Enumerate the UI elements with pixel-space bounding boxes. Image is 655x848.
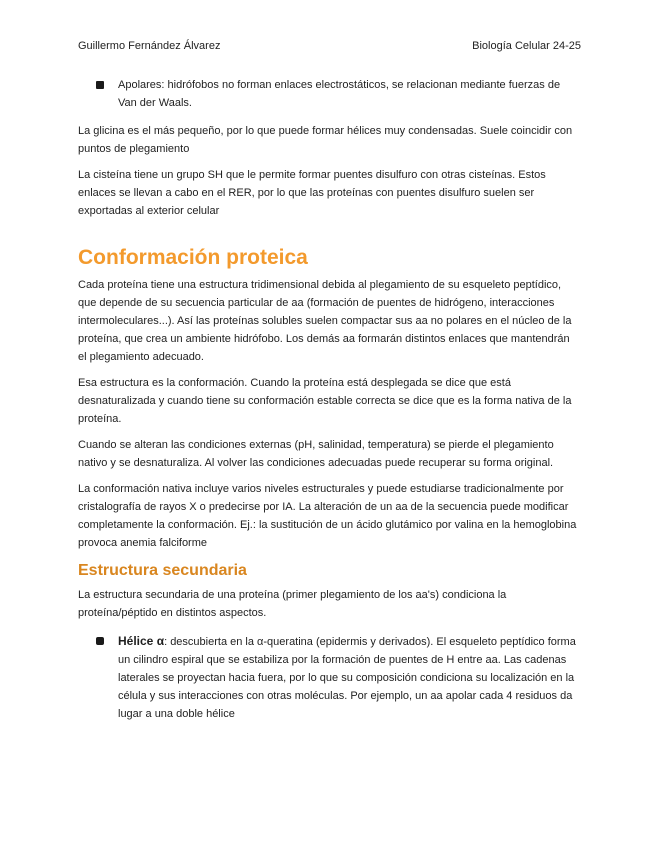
paragraph-conformacion-2: Esa estructura es la conformación. Cuando la proteína está desplegada se dice que está desnaturalizada y cuando tiene su conformación estable correcta se dice que es la forma nativa de la proteína. <box>78 377 572 425</box>
heading-conformacion: Conformación proteica <box>78 246 308 269</box>
square-bullet-icon <box>96 637 104 645</box>
helice-description: : descubierta en la α-queratina (epidermis y derivados). El esqueleto peptídico forma un cilindro espiral que se estabiliza por la formación de puentes de H entre aa. Las cadenas laterales se proyectan hacia fuera, por lo que su composición condiciona su localización en la célula y sus interacciones con otras moléculas. Por ejemplo, un aa apolar cada 4 residuos da lugar a una doble hélice <box>118 636 576 720</box>
term-helice-alfa: Hélice α <box>118 634 165 648</box>
header-course: Biología Celular 24-25 <box>472 40 581 52</box>
list-item-helice <box>96 632 581 723</box>
paragraph-conformacion-4: La conformación nativa incluye varios niveles estructurales y puede estudiarse tradicionalmente por cristalografía de rayos X o predecirse por IA. La alteración de un aa de la secuencia puede modificar completamente la conformación. Ej.: la sustitución de un ácido glutámico por valina en la hemoglobina provoca anemia falciforme <box>78 483 577 549</box>
header-author: Guillermo Fernández Álvarez <box>78 40 221 52</box>
paragraph-glicina: La glicina es el más pequeño, por lo que puede formar hélices muy condensadas. Suele coincidir con puntos de plegamiento <box>78 125 573 155</box>
list-item-text: Apolares: hidrófobos no forman enlaces electrostáticos, se relacionan mediante fuerzas de Van der Waals. <box>118 79 561 109</box>
paragraph-cisteina: La cisteína tiene un grupo SH que le permite formar puentes disulfuro con otras cisteínas. Estos enlaces se llevan a cabo en el RER, por lo que las proteínas con puentes disulfuro suelen ser exportadas al exterior celular <box>78 169 546 217</box>
list-item-text <box>118 632 581 723</box>
page-content <box>78 76 581 733</box>
paragraph-conformacion-1: Cada proteína tiene una estructura tridimensional debida al plegamiento de su esqueleto peptídico, que depende de su secuencia particular de aa (formación de puentes de hidrógeno, interacciones intermoleculares...). Así las proteínas solubles suelen compactar sus aa no polares en el núcleo de la proteína, que crea un ambiente hidrófobo. Los demás aa formarán distintos enlaces que mantendrán el plegamiento adecuado. <box>78 279 572 363</box>
list-item-apolares <box>96 76 581 112</box>
paragraph-secundaria-1: La estructura secundaria de una proteína (primer plegamiento de los aa's) condiciona la proteína/péptido en distintos aspectos. <box>78 589 507 619</box>
paragraph-conformacion-3: Cuando se alteran las condiciones externas (pH, salinidad, temperatura) se pierde el plegamiento nativo y se desnaturaliza. Al volver las condiciones adecuadas puede recuperar su forma original. <box>78 439 554 469</box>
heading-estructura-secundaria: Estructura secundaria <box>78 562 247 579</box>
page-header <box>78 40 581 52</box>
square-bullet-icon <box>96 81 104 89</box>
